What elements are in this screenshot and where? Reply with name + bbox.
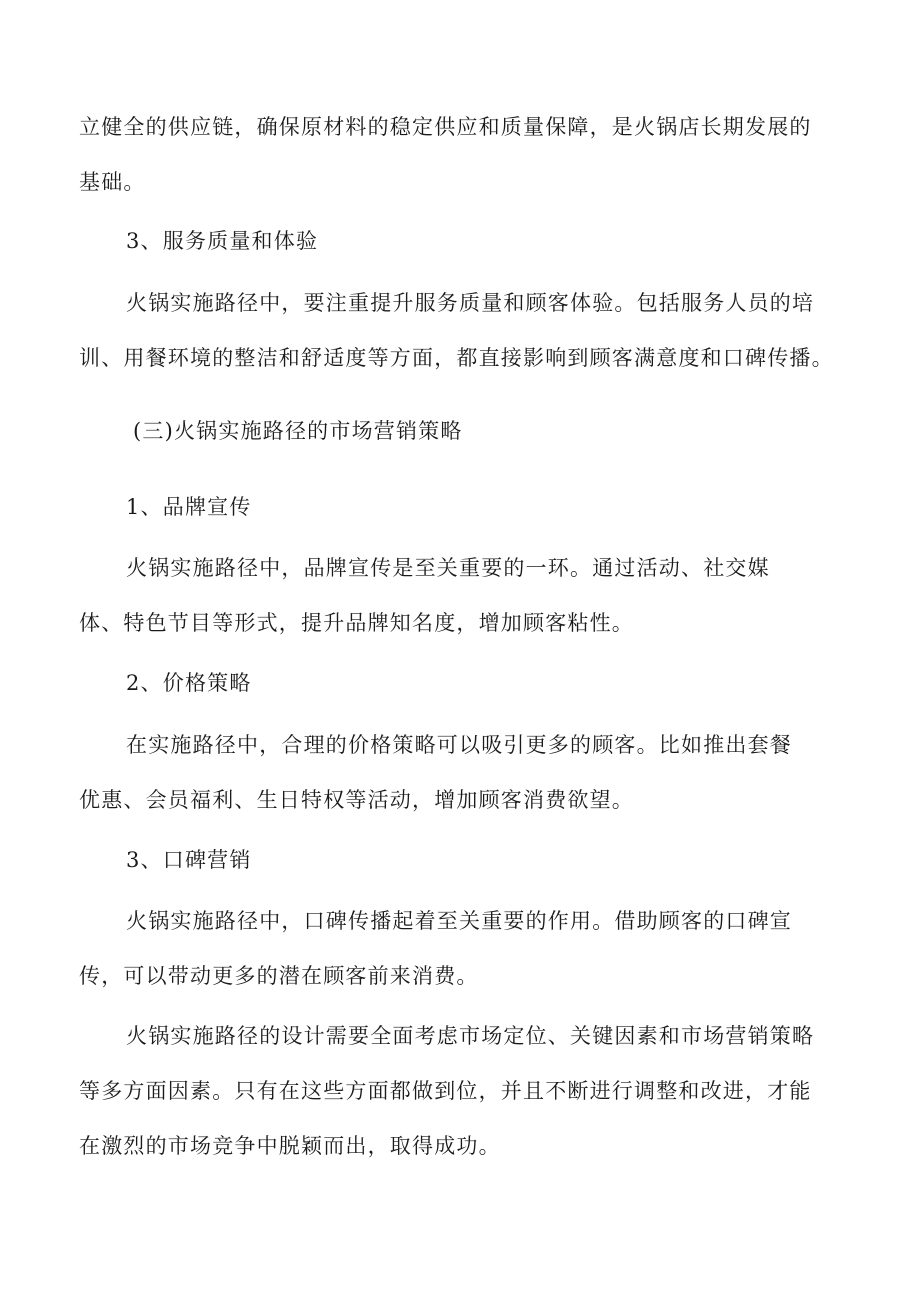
paragraph-line: 基础。 xyxy=(79,170,146,194)
section-heading: 1、品牌宣传 xyxy=(126,495,252,519)
paragraph-line: 火锅实施路径的设计需要全面考虑市场定位、关键因素和市场营销策略 xyxy=(126,1024,815,1048)
paragraph-line: 训、用餐环境的整洁和舒适度等方面，都直接影响到顾客满意度和口碑传播。 xyxy=(79,346,834,370)
paragraph-line: 立健全的供应链，确保原材料的稳定供应和质量保障，是火锅店长期发展的 xyxy=(79,115,812,139)
chapter-heading: (三)火锅实施路径的市场营销策略 xyxy=(133,419,463,443)
section-heading: 3、口碑营销 xyxy=(126,848,252,872)
paragraph-line: 在实施路径中，合理的价格策略可以吸引更多的顾客。比如推出套餐 xyxy=(126,733,792,757)
section-heading: 3、服务质量和体验 xyxy=(126,229,319,253)
paragraph-line: 火锅实施路径中，品牌宣传是至关重要的一环。通过活动、社交媒 xyxy=(126,556,770,580)
paragraph-line: 优惠、会员福利、生日特权等活动，增加顾客消费欲望。 xyxy=(79,788,634,812)
paragraph-line: 火锅实施路径中，要注重提升服务质量和顾客体验。包括服务人员的培 xyxy=(126,291,815,315)
paragraph-line: 等多方面因素。只有在这些方面都做到位，并且不断进行调整和改进，才能 xyxy=(79,1079,812,1103)
paragraph-line: 体、特色节目等形式，提升品牌知名度，增加顾客粘性。 xyxy=(79,611,634,635)
section-heading: 2、价格策略 xyxy=(126,671,252,695)
paragraph-line: 火锅实施路径中，口碑传播起着至关重要的作用。借助顾客的口碑宣 xyxy=(126,909,792,933)
paragraph-line: 在激烈的市场竞争中脱颖而出，取得成功。 xyxy=(79,1134,501,1158)
paragraph-line: 传，可以带动更多的潜在顾客前来消费。 xyxy=(79,964,479,988)
